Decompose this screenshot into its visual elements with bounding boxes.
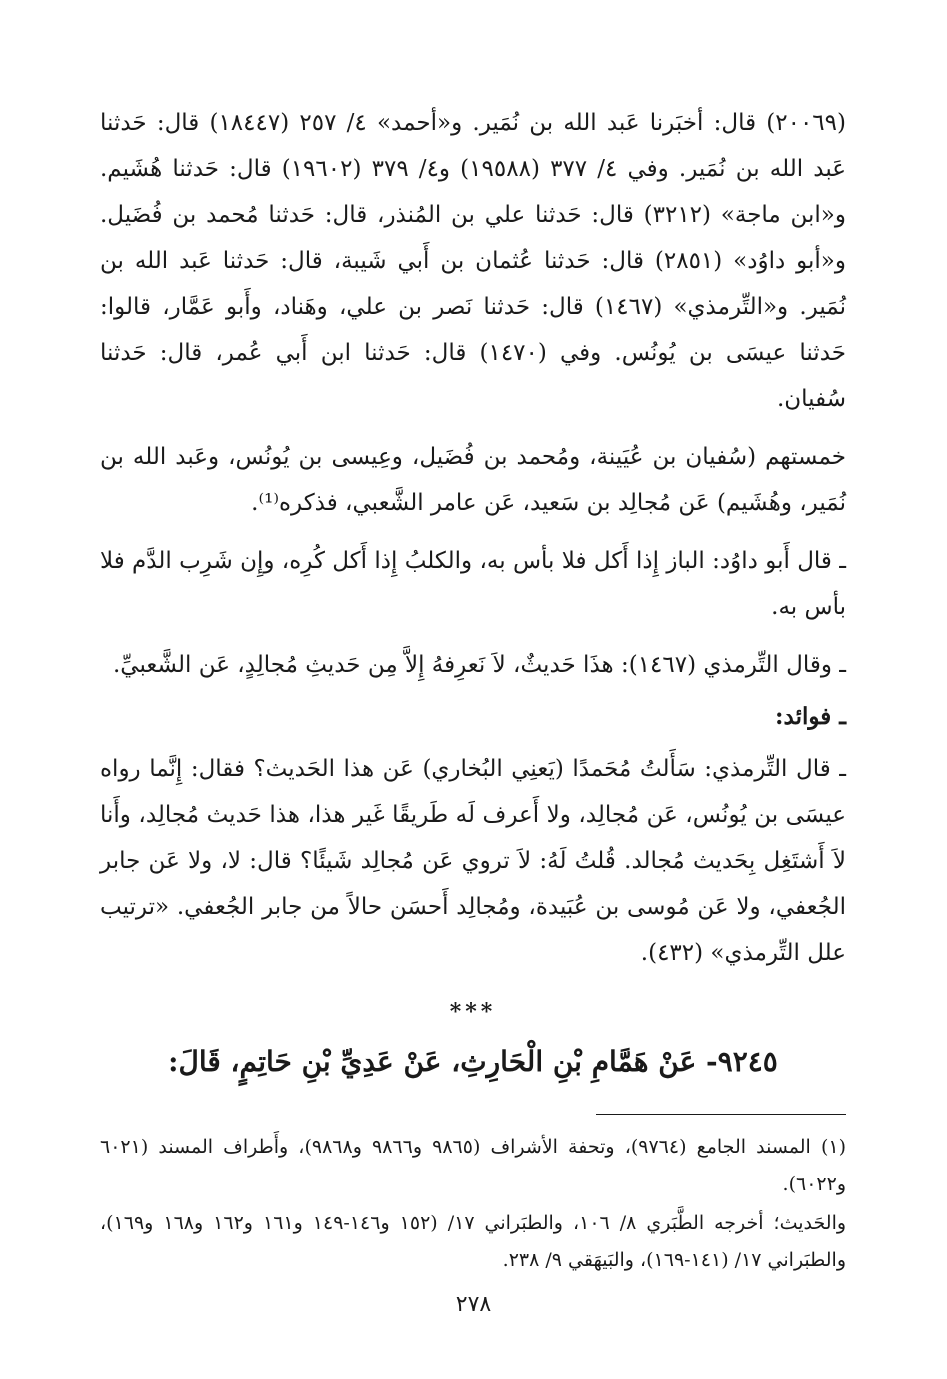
benefits-heading: ـ فوائد:	[775, 703, 846, 730]
paragraph-abu-dawud: ـ قال أَبو داوُد: الباز إِذا أَكل فلا بأس به، والكلبُ إِذا أَكل كُرِه، وإِن شَرِب الدَّم فلا بأس به.	[100, 548, 846, 620]
hadith-heading: ٩٢٤٥- عَنْ هَمَّامِ بْنِ الْحَارِثِ، عَنْ عَدِيِّ بْنِ حَاتِمٍ، قَالَ:	[168, 1045, 778, 1078]
page-body	[100, 100, 846, 1281]
paragraph-chain: خمستهم (سُفيان بن عُيَينة، ومُحمد بن فُضَيل، وعِيسى بن يُونُس، وعَبد الله بن نُمَير، وهُشَيم) عَن مُجالِد بن سَعيد، عَن عامر الشَّعبي، فذكره⁽¹⁾.	[100, 444, 846, 516]
paragraph-benefits: ـ قال التِّرمذي: سَأَلتُ مُحَمدًا (يَعنِي البُخاري) عَن هذا الحَديث؟ فقال: إِنَّما رواه عيسَى بن يُونُس، عَن مُجالِد، ولا أَعرف لَه طَريقًا غَير هذا، هذا حَديث مُجالِد، وأَنا لاَ أَشتَغِل بِحَديث مُجالد. قُلتُ لَهُ: لاَ تروي عَن مُجالِد شَيئًا؟ قال: لا، ولا عَن جابر الجُعفي، ولا عَن مُوسى بن عُبَيدة، ومُجالِد أَحسَن حالاً من جابر الجُعفي. «ترتيب علل التِّرمذي» (٤٣٢).	[100, 756, 846, 966]
footnote-1: (١) المسند الجامع (٩٧٦٤)، وتحفة الأشراف (٩٨٦٥ و٩٨٦٦ و٩٨٦٨)، وأَطراف المسند (٦٠٢١ و٦٠٢٢).	[100, 1136, 846, 1195]
paragraph-takhrij: (٢٠٠٦٩) قال: أخبَرنا عَبد الله بن نُمَير. و«أحمد» ٤/ ٢٥٧ (١٨٤٤٧) قال: حَدثنا عَبد الله بن نُمَير. وفي ٤/ ٣٧٧ (١٩٥٨٨) و٤/ ٣٧٩ (١٩٦٠٢) قال: حَدثنا هُشَيم. و«ابن ماجة» (٣٢١٢) قال: حَدثنا علي بن المُنذر، قال: حَدثنا مُحمد بن فُضَيل. و«أبو داوُد» (٢٨٥١) قال: حَدثنا عُثمان بن أَبي شَيبة، قال: حَدثنا عَبد الله بن نُمَير. و«التِّرمذي» (١٤٦٧) قال: حَدثنا نَصر بن علي، وهَناد، وأَبو عَمَّار، قالوا: حَدثنا عيسَى بن يُونُس. وفي (١٤٧٠) قال: حَدثنا ابن أَبي عُمر، قال: حَدثنا سُفيان.	[100, 110, 846, 412]
paragraph-tirmidhi: ـ وقال التِّرمذي (١٤٦٧): هذَا حَديثٌ، لاَ نَعرِفهُ إِلاَّ مِن حَديثِ مُجالِدٍ، عَن الشَّعبيِّ.	[112, 652, 846, 678]
section-separator: ***	[449, 999, 497, 1025]
footnote-2: والحَديث؛ أخرجه الطَّبَري ٨/ ١٠٦، والطبَراني ١٧/ (١٥٢ و١٤٦-١٤٩ و١٦١ و١٦٢ و١٦٨ و١٦٩)، والطبَراني ١٧/ (١٤١-١٦٩)، والبَيهَقي ٩/ ٢٣٨.	[100, 1212, 847, 1271]
footnote-divider	[596, 1114, 846, 1115]
page-number: ٢٧٨	[455, 1292, 492, 1317]
